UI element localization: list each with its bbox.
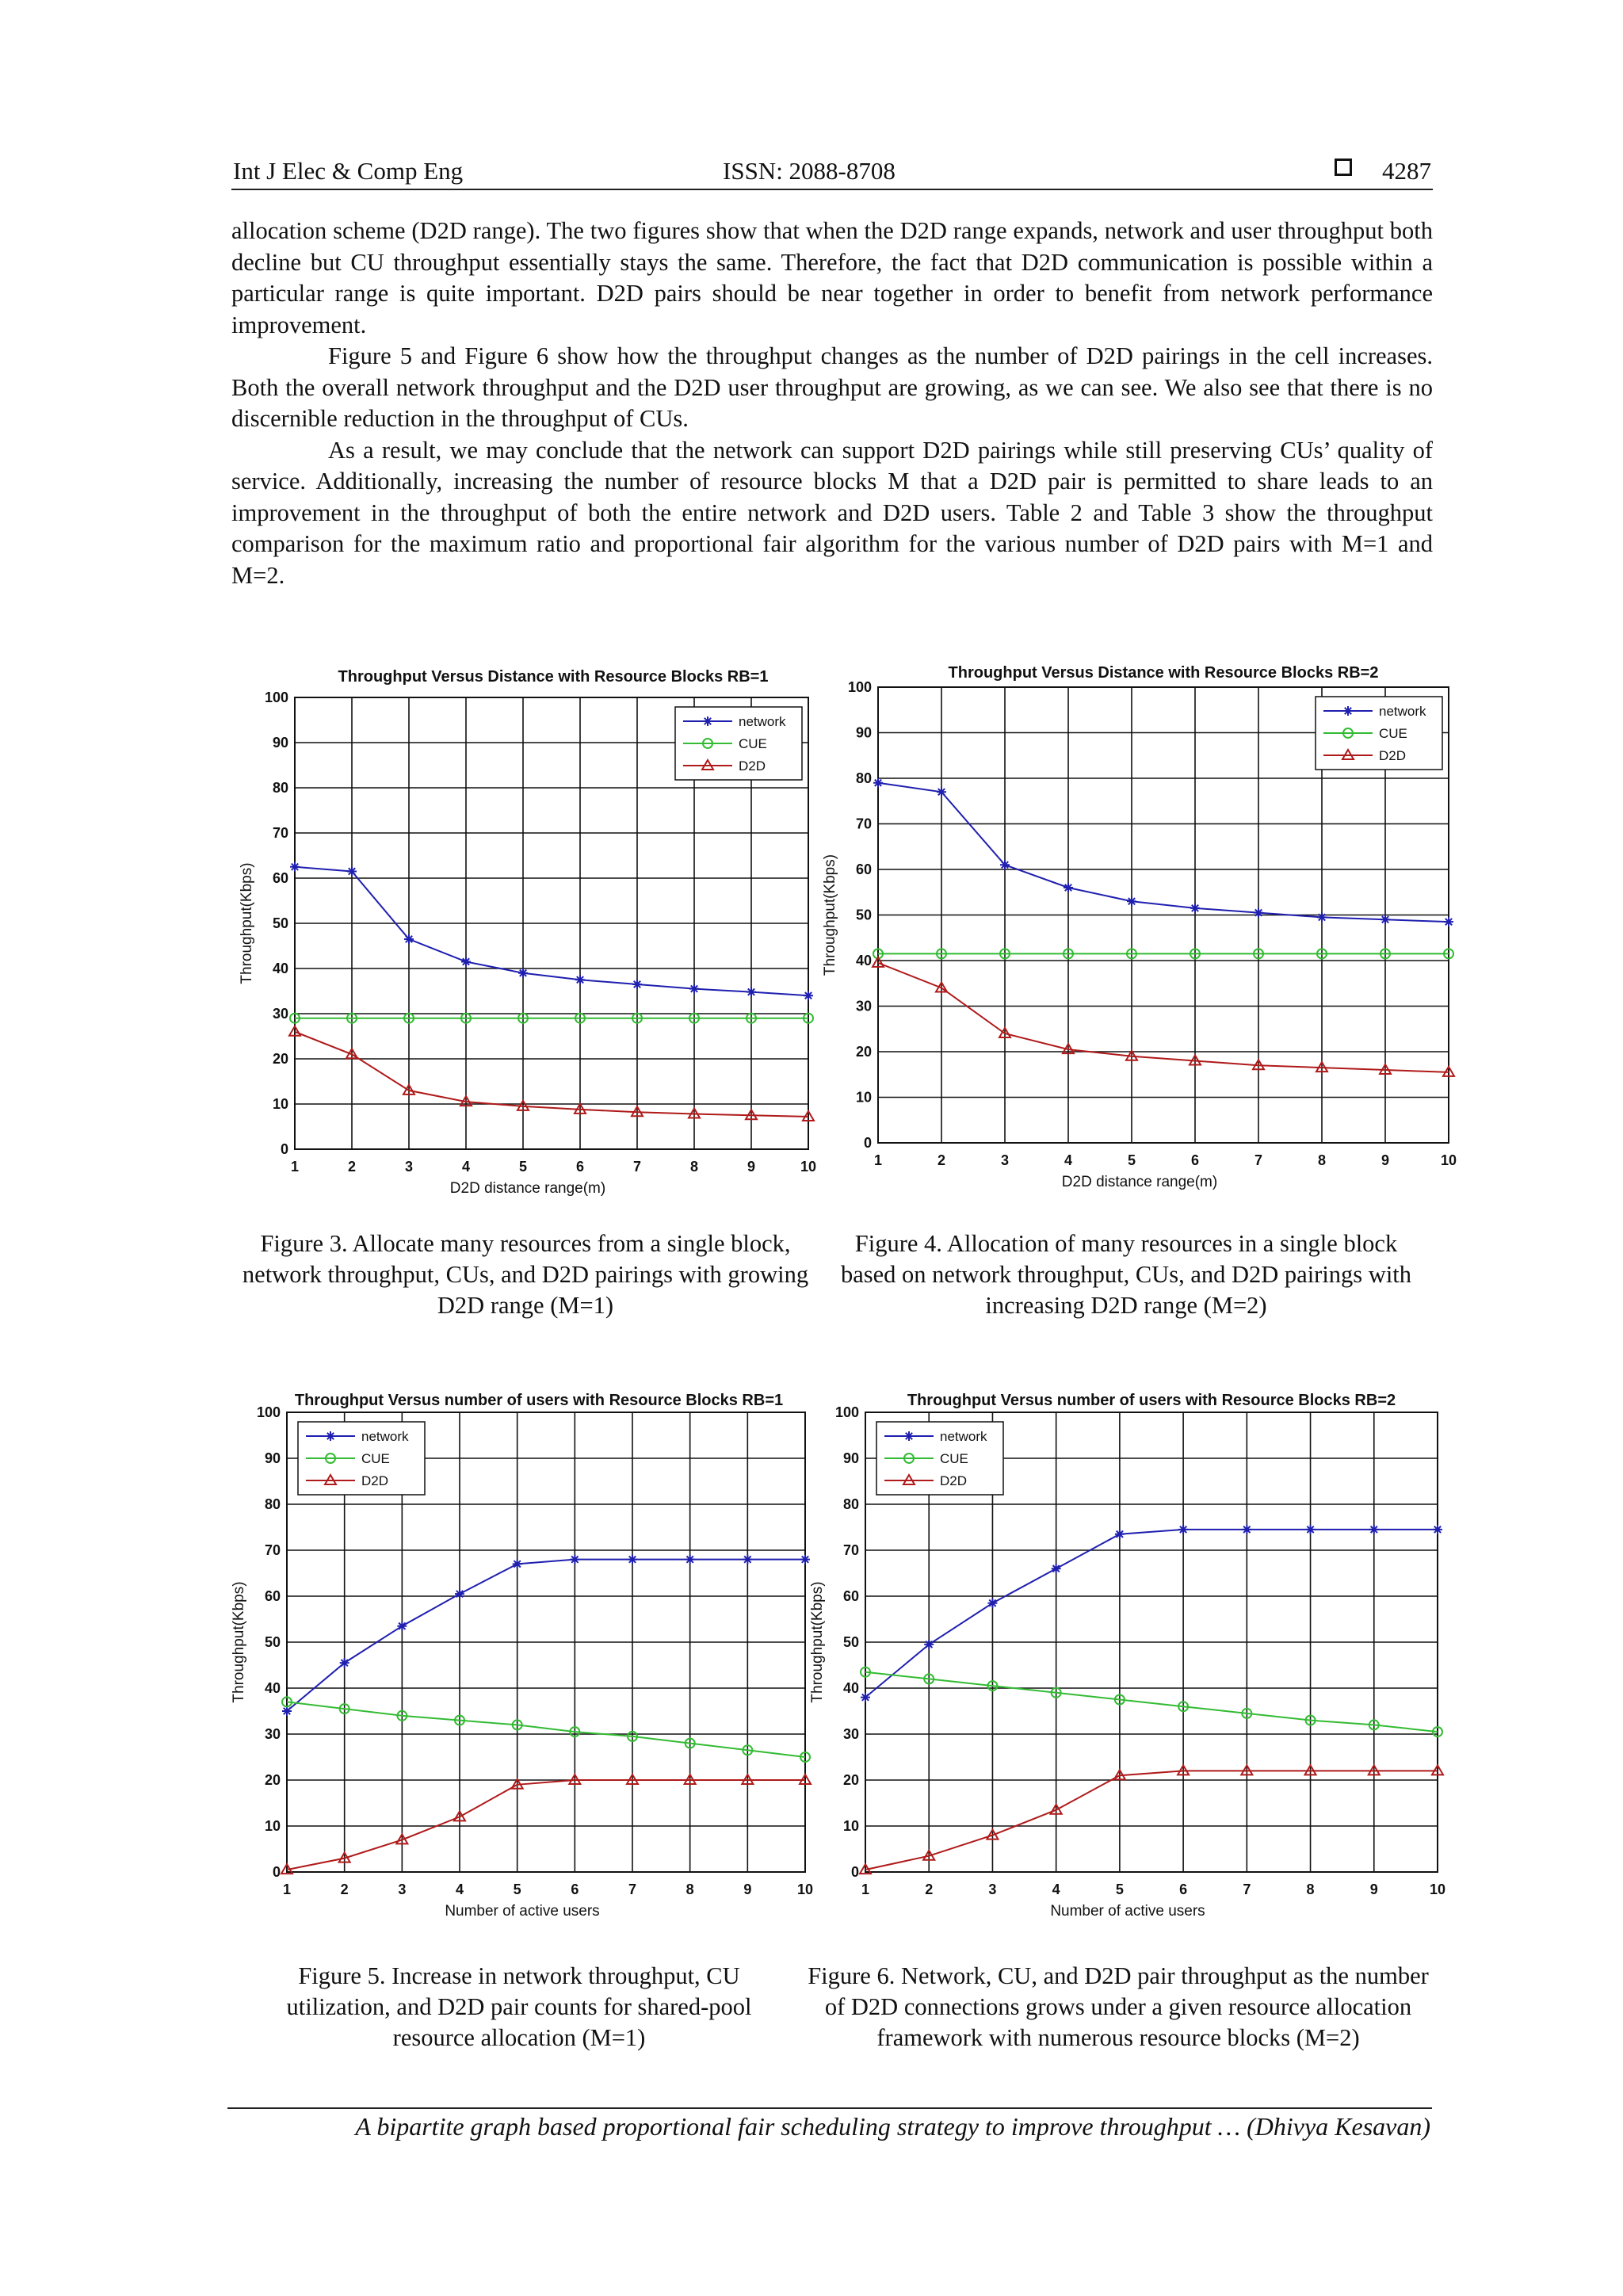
star-marker [1306, 1525, 1316, 1534]
star-marker [1000, 860, 1010, 869]
series-line [878, 963, 1449, 1072]
y-tick-label: 100 [847, 679, 872, 695]
star-marker [689, 984, 699, 994]
star-marker [747, 988, 756, 997]
star-marker [1178, 1525, 1188, 1534]
series-network [290, 862, 813, 1000]
legend [1316, 697, 1442, 770]
y-tick-label: 70 [264, 1542, 281, 1558]
star-marker [397, 1622, 407, 1631]
x-tick-label: 10 [796, 1881, 814, 1897]
y-tick-label: 10 [855, 1089, 872, 1106]
star-marker [1254, 908, 1263, 918]
legend [675, 707, 802, 780]
y-tick-label: 60 [855, 861, 872, 877]
figure-3-chart [230, 654, 832, 1209]
series-cue [290, 1014, 813, 1023]
chart-svg [230, 1383, 832, 1938]
star-marker [513, 1559, 522, 1568]
x-tick-label: 9 [1369, 1881, 1378, 1897]
y-axis-label: Throughput(Kbps) [822, 854, 838, 976]
star-marker [1381, 915, 1390, 924]
star-marker [570, 1555, 579, 1564]
x-tick-label: 2 [925, 1881, 934, 1897]
y-tick-label: 90 [272, 735, 288, 751]
y-tick-label: 20 [855, 1044, 872, 1060]
x-axis-label: Number of active users [1050, 1903, 1205, 1920]
y-tick-label: 80 [264, 1496, 281, 1512]
legend-label: CUE [739, 736, 767, 751]
x-tick-label: 10 [800, 1159, 817, 1175]
y-tick-label: 0 [863, 1135, 872, 1151]
figure-5-chart [230, 1383, 832, 1938]
star-marker [685, 1555, 695, 1564]
star-marker [1115, 1530, 1125, 1539]
series-cue [861, 1668, 1442, 1736]
legend-label: network [739, 714, 786, 729]
y-tick-label: 100 [264, 690, 288, 705]
x-tick-label: 7 [632, 1159, 642, 1175]
x-tick-label: 5 [513, 1881, 521, 1897]
x-tick-label: 7 [1243, 1881, 1251, 1897]
x-axis-label: D2D distance range(m) [449, 1180, 606, 1197]
chart-title: Throughput Versus number of users with Resource Blocks RB=1 [294, 1392, 784, 1409]
star-marker [804, 991, 813, 1000]
x-tick-label: 5 [1127, 1152, 1136, 1168]
chart-title: Throughput Versus Distance with Resource Blocks RB=2 [948, 664, 1379, 682]
y-tick-label: 70 [842, 1542, 859, 1558]
y-tick-label: 100 [834, 1404, 859, 1420]
legend-label: CUE [1379, 726, 1407, 741]
star-marker [800, 1555, 810, 1564]
x-tick-label: 7 [628, 1881, 637, 1897]
x-tick-label: 1 [282, 1881, 292, 1897]
star-marker [461, 957, 471, 966]
y-tick-label: 90 [855, 724, 872, 741]
series-d2d [281, 1775, 811, 1874]
x-tick-label: 1 [290, 1159, 300, 1175]
star-marker [743, 1555, 752, 1564]
legend-label: network [940, 1429, 987, 1444]
y-tick-label: 20 [264, 1772, 281, 1788]
star-marker [987, 1599, 997, 1608]
y-tick-label: 50 [842, 1634, 859, 1650]
page-footer [227, 2107, 1432, 2147]
y-tick-label: 90 [264, 1450, 281, 1466]
series-line [865, 1672, 1438, 1732]
x-tick-label: 3 [398, 1881, 407, 1897]
y-tick-label: 60 [842, 1588, 859, 1604]
x-axis-label: Number of active users [445, 1903, 600, 1920]
y-tick-label: 80 [855, 770, 872, 786]
series-line [865, 1771, 1438, 1870]
series-network [282, 1555, 810, 1716]
journal-name: Int J Elec & Comp Eng [233, 157, 464, 185]
y-tick-label: 50 [272, 915, 288, 931]
x-tick-label: 8 [1306, 1881, 1315, 1897]
series-line [295, 867, 808, 995]
star-marker [632, 980, 642, 989]
star-marker [326, 1431, 335, 1441]
star-marker [518, 968, 528, 978]
y-axis-label: Throughput(Kbps) [809, 1581, 826, 1703]
star-marker [282, 1706, 292, 1716]
y-tick-label: 80 [272, 780, 288, 796]
y-tick-label: 0 [280, 1141, 288, 1157]
x-tick-label: 1 [873, 1152, 883, 1168]
x-tick-label: 6 [1179, 1881, 1188, 1897]
y-tick-label: 40 [272, 961, 288, 976]
legend-label: D2D [940, 1473, 968, 1488]
x-tick-label: 2 [340, 1881, 349, 1897]
star-marker [1052, 1564, 1061, 1573]
star-marker [347, 866, 357, 876]
legend-label: D2D [739, 758, 766, 774]
star-marker [1064, 883, 1073, 892]
star-marker [1317, 912, 1327, 922]
legend [298, 1422, 425, 1495]
x-axis-label: D2D distance range(m) [1061, 1174, 1218, 1190]
star-marker [1369, 1525, 1379, 1534]
y-tick-label: 40 [264, 1680, 281, 1696]
star-marker [924, 1640, 934, 1649]
figure-4-caption: Figure 4. Allocation of many resources in a single block based on network throughput, CUs, and D2D pairings with increasing D2D range (M=2) [840, 1230, 1412, 1319]
star-marker [628, 1555, 637, 1564]
star-marker [575, 975, 585, 984]
star-marker [1433, 1525, 1442, 1534]
figure-3-caption: Figure 3. Allocate many resources from a single block, network throughput, CUs, and D2D pairings with growing D2D range (M=1) [242, 1230, 809, 1319]
star-marker [1190, 904, 1200, 913]
y-tick-label: 20 [842, 1772, 859, 1788]
y-tick-label: 40 [855, 953, 872, 968]
figure-6-caption: Figure 6. Network, CU, and D2D pair throughput as the number of D2D connections grows under a given resource allocation framework with numerous resource blocks (M=2) [808, 1962, 1429, 2051]
x-tick-label: 6 [571, 1881, 579, 1897]
chart-svg [230, 654, 832, 1209]
series-line [878, 783, 1449, 922]
x-tick-label: 3 [988, 1881, 997, 1897]
star-marker [290, 862, 300, 872]
y-tick-label: 40 [842, 1680, 859, 1696]
legend-label: D2D [1379, 748, 1407, 763]
x-tick-label: 2 [347, 1159, 357, 1175]
x-tick-label: 5 [518, 1159, 528, 1175]
y-tick-label: 10 [272, 1096, 288, 1112]
x-tick-label: 6 [1190, 1152, 1200, 1168]
checkbox-icon [1335, 159, 1352, 176]
x-tick-label: 4 [455, 1881, 464, 1897]
x-tick-label: 1 [861, 1881, 870, 1897]
y-tick-label: 50 [855, 907, 872, 923]
x-tick-label: 5 [1115, 1881, 1124, 1897]
y-tick-label: 60 [264, 1588, 281, 1604]
x-tick-label: 3 [404, 1159, 414, 1175]
paragraph: allocation scheme (D2D range). The two figures show that when the D2D range expands, network and user throughput both decline but CU throughput essentially stays the same. Therefore, the fact that D2D communication is possible within a particular range is quite important. D2D pairs should be near together in order to benefit from network performance improvement. [231, 217, 1433, 338]
y-tick-label: 80 [842, 1496, 859, 1512]
paragraph: As a result, we may conclude that the network can support D2D pairings while still preserving CUs’ quality of service. Additionally, increasing the number of resource blocks M that a D2D pair is permitted to share leads to an improvement in the throughput of both the entire network and D2D users. Table 2 and Table 3 show the throughput comparison for the maximum ratio and proportional fair algorithm for the various number of D2D pairs with M=1 and M=2. [231, 436, 1433, 589]
x-tick-label: 4 [1064, 1152, 1073, 1168]
y-tick-label: 70 [855, 816, 872, 832]
x-tick-label: 10 [1440, 1152, 1457, 1168]
series-network [861, 1525, 1442, 1702]
x-tick-label: 4 [461, 1159, 471, 1175]
star-marker [937, 787, 946, 797]
y-tick-label: 10 [264, 1818, 281, 1834]
x-tick-label: 9 [747, 1159, 756, 1175]
series-line [865, 1530, 1438, 1698]
legend-label: D2D [361, 1473, 389, 1488]
series-d2d [860, 1765, 1443, 1874]
legend-label: CUE [940, 1451, 968, 1466]
legend-label: network [361, 1429, 409, 1444]
paragraph: Figure 5 and Figure 6 show how the throughput changes as the number of D2D pairings in the cell increases. Both the overall network throughput and the D2D user throughput are growing, as we can see. We also see that there is no discernible reduction in the throughput of CUs. [231, 342, 1433, 432]
series-cue [282, 1697, 810, 1762]
series-network [873, 778, 1453, 926]
x-tick-label: 9 [743, 1881, 752, 1897]
y-tick-label: 100 [256, 1404, 281, 1420]
y-axis-label: Throughput(Kbps) [231, 1581, 247, 1703]
chart-title: Throughput Versus number of users with Resource Blocks RB=2 [907, 1392, 1396, 1409]
x-tick-label: 8 [685, 1881, 694, 1897]
figure-6-chart [809, 1383, 1449, 1938]
legend-label: CUE [361, 1451, 390, 1466]
y-tick-label: 0 [850, 1864, 859, 1880]
x-tick-label: 8 [1317, 1152, 1327, 1168]
page-header [231, 155, 1433, 190]
star-marker [1444, 917, 1453, 926]
footer-text: A bipartite graph based proportional fair scheduling strategy to improve throughput … (Dhivya Kesavan) [355, 2112, 1430, 2141]
series-d2d [289, 1026, 814, 1121]
y-axis-label: Throughput(Kbps) [239, 862, 255, 984]
y-tick-label: 0 [272, 1864, 281, 1880]
x-tick-label: 8 [689, 1159, 699, 1175]
figure-4-chart [822, 654, 1457, 1209]
star-marker [873, 778, 883, 788]
body-text [231, 216, 1433, 591]
legend-label: network [1379, 704, 1426, 719]
y-tick-label: 70 [272, 825, 288, 841]
figure-5-caption: Figure 5. Increase in network throughput, CU utilization, and D2D pair counts for shared-pool resource allocation (M=1) [286, 1962, 752, 2051]
x-tick-label: 4 [1052, 1881, 1060, 1897]
star-marker [904, 1431, 914, 1441]
y-tick-label: 30 [264, 1726, 281, 1742]
page-number: 4287 [1382, 157, 1431, 185]
star-marker [1242, 1525, 1251, 1534]
chart-svg [822, 654, 1457, 1209]
star-marker [1127, 896, 1136, 906]
star-marker [455, 1589, 464, 1599]
y-tick-label: 30 [842, 1726, 859, 1742]
x-tick-label: 9 [1381, 1152, 1390, 1168]
x-tick-label: 3 [1000, 1152, 1010, 1168]
x-tick-label: 2 [937, 1152, 946, 1168]
y-tick-label: 60 [272, 870, 288, 886]
y-tick-label: 30 [855, 998, 872, 1014]
y-tick-label: 10 [842, 1818, 859, 1834]
chart-title: Throughput Versus Distance with Resource Blocks RB=1 [338, 668, 769, 686]
chart-svg [809, 1383, 1449, 1938]
legend [876, 1422, 1003, 1495]
x-tick-label: 7 [1254, 1152, 1263, 1168]
y-tick-label: 20 [272, 1051, 288, 1067]
y-tick-label: 90 [842, 1450, 859, 1466]
star-marker [861, 1693, 870, 1702]
star-marker [1343, 706, 1353, 716]
series-d2d [873, 957, 1454, 1076]
y-tick-label: 30 [272, 1006, 288, 1022]
series-line [287, 1780, 805, 1870]
series-cue [873, 949, 1453, 958]
issn: ISSN: 2088-8708 [723, 157, 896, 185]
x-tick-label: 6 [575, 1159, 585, 1175]
y-tick-label: 50 [264, 1634, 281, 1650]
x-tick-label: 10 [1429, 1881, 1446, 1897]
series-line [287, 1702, 805, 1757]
